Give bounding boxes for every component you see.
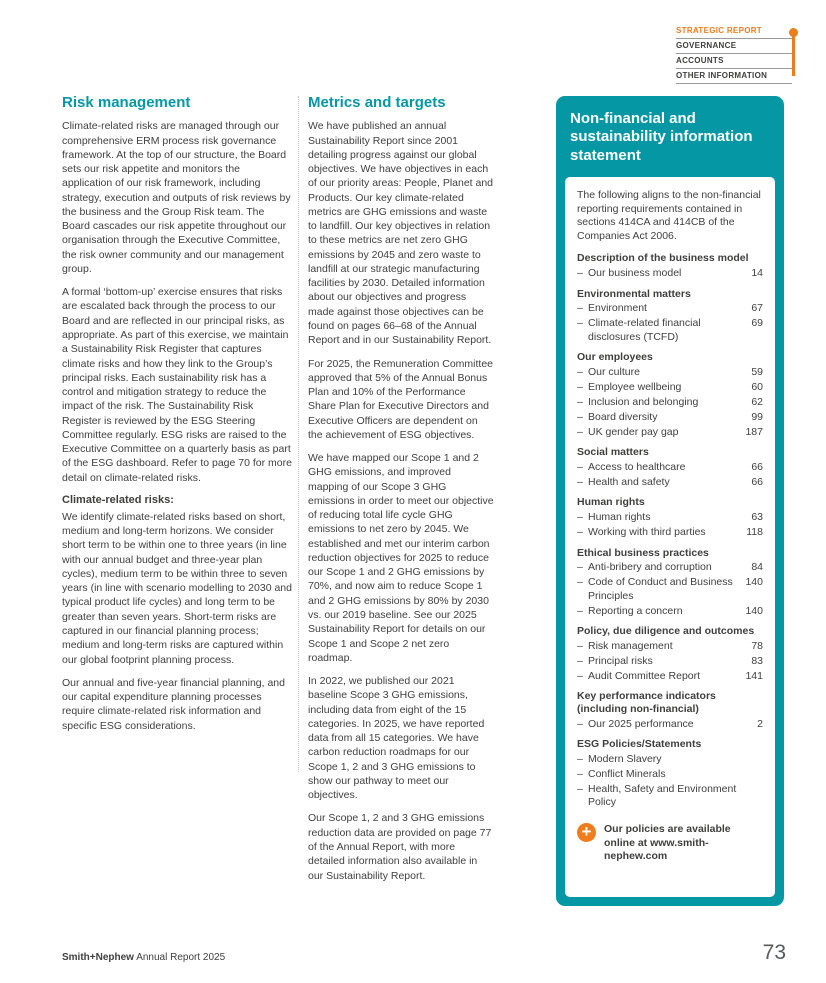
entry-page-number: 66 — [751, 476, 763, 489]
entry-label: – Conflict Minerals — [588, 768, 666, 781]
entry-page-number: 84 — [751, 561, 763, 574]
nav-item-governance[interactable]: GOVERNANCE — [676, 39, 792, 54]
contents-entry[interactable] — [577, 511, 763, 524]
contents-section-heading: Ethical business practices — [577, 546, 709, 559]
climate-related-risks-subheading: Climate-related risks: — [62, 493, 174, 506]
entry-page-number: 140 — [745, 604, 763, 617]
body-paragraph: For 2025, the Remuneration Committee approved that 5% of the Annual Bonus Plan and 10% of the Performance Share Plan for Executive Directors and Executive Officers are dependent on the achievement of ESG objectives. — [308, 357, 494, 441]
entry-label: – Board diversity — [588, 410, 658, 423]
contents-entry[interactable] — [577, 411, 763, 424]
contents-entry[interactable] — [577, 426, 763, 439]
entry-page-number: 83 — [751, 654, 763, 667]
panel-title: Non-financial and sustainability information statement — [570, 110, 753, 164]
entry-label: – Risk management — [588, 639, 673, 652]
contents-entry[interactable] — [577, 476, 763, 489]
entry-label: – Our 2025 performance — [588, 717, 694, 730]
contents-entry[interactable] — [577, 267, 763, 280]
body-paragraph: We have mapped our Scope 1 and 2 GHG emissions, and improved mapping of our Scope 3 GHG emissions in order to meet our objective of reducing total life cycle GHG emissions to net zero by 2045. We established and met our interim carbon reduction objectives for 2025 to reduce our Scope 1 and 2 GHG emissions by 70%, and now aim to reduce Scope 1 and 2 GHG emissions by 80% by 2030 vs. our 2019 baseline. See our 2025 Sustainability Report for details on our Scope 1 and Scope 2 net zero roadmap. — [308, 452, 494, 664]
nav-items-container — [676, 24, 792, 84]
entry-label: – Code of Conduct and Business Principles — [588, 576, 733, 602]
body-paragraph: Climate-related risks are managed through our comprehensive ERM process risk governance framework. At the top of our structure, the Board sets our risk appetite and monitors the application of our risk framework, including strategy, execution and outputs of risk reviews by the business and the Group Risk team. The Board cascades our risk appetite throughout our organisation through the Executive Committee, the risk owner community and our management group. — [62, 120, 291, 275]
entry-page-number: 67 — [751, 302, 763, 315]
contents-entry[interactable] — [577, 605, 763, 618]
entry-page-number: 63 — [751, 511, 763, 524]
contents-entry[interactable] — [577, 670, 763, 683]
contents-entry — [577, 753, 763, 766]
contents-entry[interactable] — [577, 640, 763, 653]
entry-page-number: 66 — [751, 461, 763, 474]
contents-section-heading: Description of the business model — [577, 252, 749, 265]
risk-paragraphs-top — [62, 119, 293, 485]
entry-label: – Reporting a concern — [588, 604, 683, 617]
footer-report-title — [62, 952, 225, 963]
nav-item-other-information[interactable]: OTHER INFORMATION — [676, 69, 792, 84]
column-divider — [298, 96, 299, 772]
entry-page-number: 140 — [745, 576, 763, 589]
risk-paragraphs-bottom — [62, 510, 293, 733]
entry-page-number: 59 — [751, 366, 763, 379]
page-number: 73 — [762, 941, 786, 964]
entry-label: – Access to healthcare — [588, 461, 686, 474]
nav-item-strategic-report[interactable]: STRATEGIC REPORT — [676, 24, 792, 39]
contents-section-heading: Key performance indicators (including non-financial) — [577, 690, 716, 716]
contents-intro: The following aligns to the non-financial reporting requirements contained in sections 414CA and 414CB of the Companies Act 2006. — [577, 188, 761, 242]
body-paragraph: Our Scope 1, 2 and 3 GHG emissions reduction data are provided on page 77 of the Annual Report, with more detailed information also available in our Sustainability Report. — [308, 812, 492, 882]
entry-page-number: 60 — [751, 381, 763, 394]
contents-entry — [577, 768, 763, 781]
contents-section-heading: ESG Policies/Statements — [577, 738, 702, 751]
entry-page-number: 14 — [751, 267, 763, 280]
entry-page-number: 141 — [745, 669, 763, 682]
contents-section-heading: Environmental matters — [577, 287, 691, 300]
contents-section-heading: Our employees — [577, 351, 653, 364]
active-section-line — [792, 32, 795, 76]
entry-label: – Our business model — [588, 267, 682, 280]
contents-entry — [577, 783, 763, 810]
contents-entry[interactable] — [577, 561, 763, 574]
entry-label: – Working with third parties — [588, 526, 706, 539]
metrics-targets-heading: Metrics and targets — [308, 94, 446, 111]
entry-label: – Climate-related financial disclosures (TCFD) — [588, 317, 701, 343]
entry-label: – Environment — [588, 302, 647, 315]
entry-label: – Modern Slavery — [588, 753, 662, 766]
body-paragraph: A formal ‘bottom-up’ exercise ensures that risks are escalated back through the process to our Board and are reflected in our principal risks, as appropriate. As part of this exercise, we maintain a Sustainability Risk Register that captures climate risks and how they link to the Group’s principal risks. Each sustainability risk has a control and mitigation strategy to reduce the impact of the risk. The Sustainability Risk Register is reviewed by the ESG Steering Committee regularly. ESG risks are raised to the Executive Committee on a quarterly basis as part of the ESG dashboard. Refer to page 70 for more detail on climate-related risks. — [62, 286, 292, 484]
report-section-nav — [676, 24, 792, 84]
footer-report-suffix: Annual Report 2025 — [133, 952, 226, 963]
entry-label: – Health, Safety and Environment Policy — [588, 782, 737, 809]
entry-page-number: 78 — [751, 639, 763, 652]
page-footer — [62, 942, 786, 963]
entry-label: – Principal risks — [588, 654, 653, 667]
entry-page-number: 99 — [751, 410, 763, 423]
entry-label: – Health and safety — [588, 476, 670, 489]
nav-item-accounts[interactable]: ACCOUNTS — [676, 54, 792, 69]
contents-entry[interactable] — [577, 526, 763, 539]
body-paragraph: We identify climate-related risks based on short, medium and long-term horizons. We consider short term to be within one to three years (in line with our annual budget and three-year plan cycles), medium term to be within three to seven years (in line with scenario modelling to 2030 and typical product life cycles) and long term to be greater than seven years. Short-term risks are captured in our financial planning process; medium and long-term risks are captured within our global footprint planning process. — [62, 510, 292, 666]
policies-online-note — [577, 823, 763, 864]
entry-label: – Our culture — [588, 366, 640, 379]
body-paragraph: Our annual and five-year financial planning, and our capital expenditure planning processes require climate-related risk information and specific ESG considerations. — [62, 676, 285, 732]
body-paragraph: We have published an annual Sustainability Report since 2001 detailing progress against our global objectives. We have objectives in each of our priority areas: People, Planet and Products. Our key climate-related metrics are GHG emissions and waste to landfill. Our key objectives in relation to these metrics are net zero GHG emissions by 2045 and zero waste to landfill at our strategic manufacturing facilities by 2030. Detailed information about our objectives and progress made against those objectives can be found on pages 66–68 of the Annual Report and in our Sustainability Report. — [308, 120, 494, 347]
entry-label: – Human rights — [588, 511, 651, 524]
entry-page-number: 187 — [745, 425, 763, 438]
contents-entry[interactable] — [577, 576, 763, 603]
plus-icon: + — [577, 823, 596, 842]
risk-management-column — [62, 94, 293, 742]
metrics-paragraphs — [308, 119, 494, 883]
entry-page-number: 118 — [746, 526, 763, 539]
entry-label: – UK gender pay gap — [588, 425, 679, 438]
contents-sections — [577, 252, 763, 809]
contents-section-heading: Policy, due diligence and outcomes — [577, 625, 755, 638]
contents-entry[interactable] — [577, 317, 763, 344]
contents-entry[interactable] — [577, 718, 763, 731]
entry-label: – Inclusion and belonging — [588, 395, 699, 408]
entry-page-number: 69 — [751, 317, 763, 330]
entry-label: – Employee wellbeing — [588, 381, 682, 394]
entry-page-number: 2 — [757, 717, 763, 730]
metrics-targets-column — [308, 94, 494, 892]
contents-entry[interactable] — [577, 396, 763, 409]
entry-label: – Anti-bribery and corruption — [588, 561, 712, 574]
entry-page-number: 62 — [751, 395, 763, 408]
policies-online-text: Our policies are available online at www.smith-nephew.com — [604, 822, 731, 863]
contents-section-heading: Human rights — [577, 496, 645, 509]
contents-entry[interactable] — [577, 366, 763, 379]
contents-entry[interactable] — [577, 381, 763, 394]
nonfinancial-statement-panel — [556, 96, 784, 906]
risk-management-heading: Risk management — [62, 94, 191, 111]
contents-entry[interactable] — [577, 655, 763, 668]
contents-card — [565, 177, 775, 897]
contents-entry[interactable] — [577, 302, 763, 315]
brand-name: Smith+Nephew — [62, 952, 134, 963]
contents-entry[interactable] — [577, 461, 763, 474]
entry-label: – Audit Committee Report — [588, 669, 701, 682]
body-paragraph: In 2022, we published our 2021 baseline Scope 3 GHG emissions, including data from eight of the 15 categories. In 2025, we have reported data from all 15 categories. We have carbon reduction roadmaps for our Scope 1, 2 and 3 GHG emissions to show our pathway to meet our objectives. — [308, 675, 485, 802]
contents-section-heading: Social matters — [577, 446, 649, 459]
